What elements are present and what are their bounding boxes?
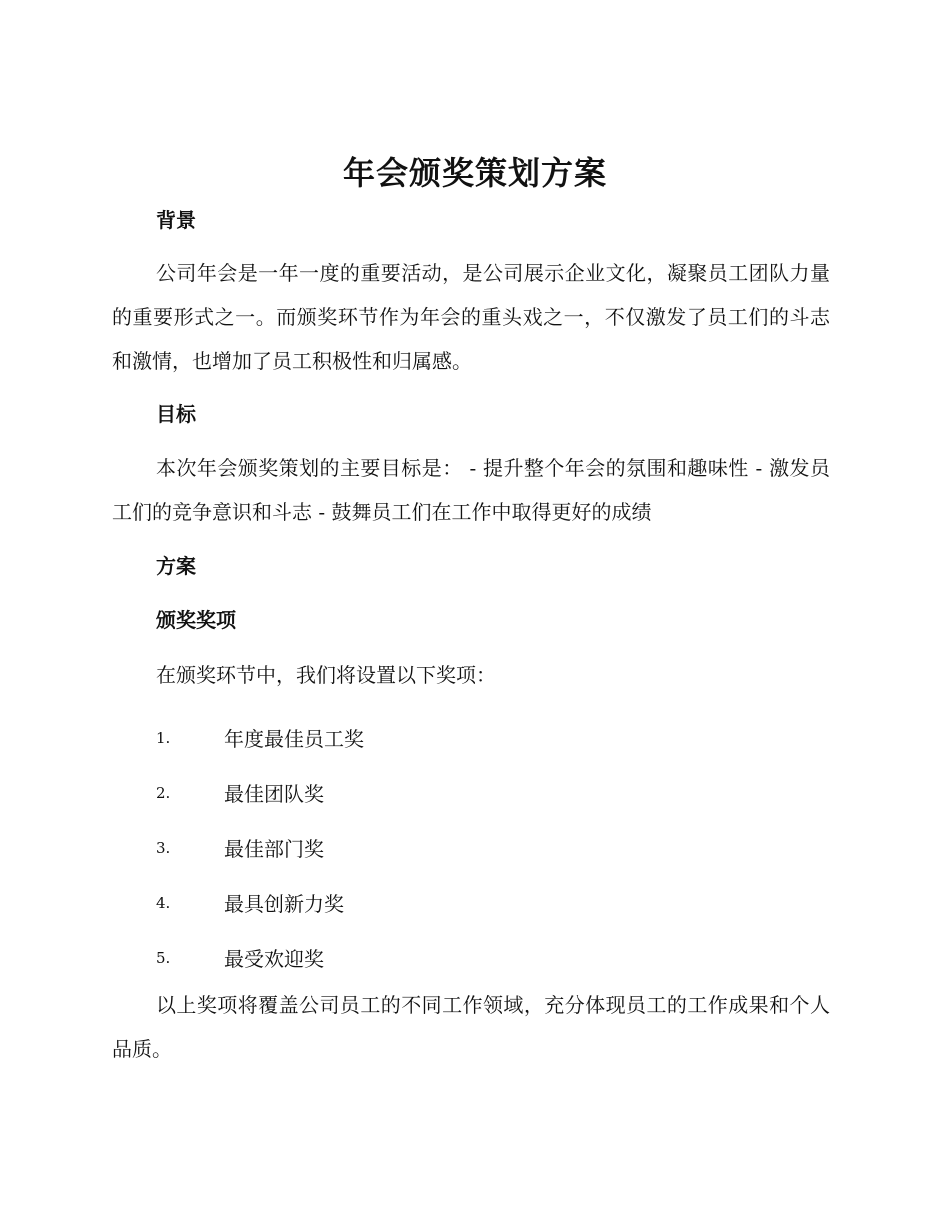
section-heading-awards: 颁奖奖项 bbox=[156, 608, 236, 632]
award-list-item bbox=[156, 875, 364, 930]
award-label: 年度最佳员工奖 bbox=[224, 727, 364, 751]
awards-intro-paragraph: 在颁奖环节中，我们将设置以下奖项： bbox=[156, 663, 496, 687]
award-list-item bbox=[156, 820, 364, 875]
awards-closing-paragraph: 以上奖项将覆盖公司员工的不同工作领域，充分体现员工的工作成果和个人品质。 bbox=[112, 993, 830, 1061]
award-label: 最受欢迎奖 bbox=[224, 947, 324, 971]
award-number: 3. bbox=[156, 838, 171, 857]
award-list-item bbox=[156, 765, 364, 820]
award-list-item bbox=[156, 710, 364, 765]
award-label: 最具创新力奖 bbox=[224, 892, 344, 916]
section-heading-goal: 目标 bbox=[156, 402, 196, 426]
award-number: 4. bbox=[156, 893, 171, 912]
section-heading-background: 背景 bbox=[156, 208, 196, 232]
award-number: 2. bbox=[156, 783, 171, 802]
background-paragraph: 公司年会是一年一度的重要活动，是公司展示企业文化，凝聚员工团队力量的重要形式之一。而颁奖环节作为年会的重头戏之一，不仅激发了员工们的斗志和激情，也增加了员工积极性和归属感。 bbox=[112, 261, 830, 373]
award-list bbox=[156, 710, 364, 985]
award-label: 最佳团队奖 bbox=[224, 782, 324, 806]
document-title: 年会颁奖策划方案 bbox=[342, 154, 607, 192]
award-label: 最佳部门奖 bbox=[224, 837, 324, 861]
section-heading-plan: 方案 bbox=[156, 554, 196, 578]
award-number: 1. bbox=[156, 728, 171, 747]
award-number: 5. bbox=[156, 948, 171, 967]
award-list-item bbox=[156, 930, 364, 985]
goal-paragraph: 本次年会颁奖策划的主要目标是： - 提升整个年会的氛围和趣味性 - 激发员工们的竞争意识和斗志 - 鼓舞员工们在工作中取得更好的成绩 bbox=[112, 456, 830, 524]
